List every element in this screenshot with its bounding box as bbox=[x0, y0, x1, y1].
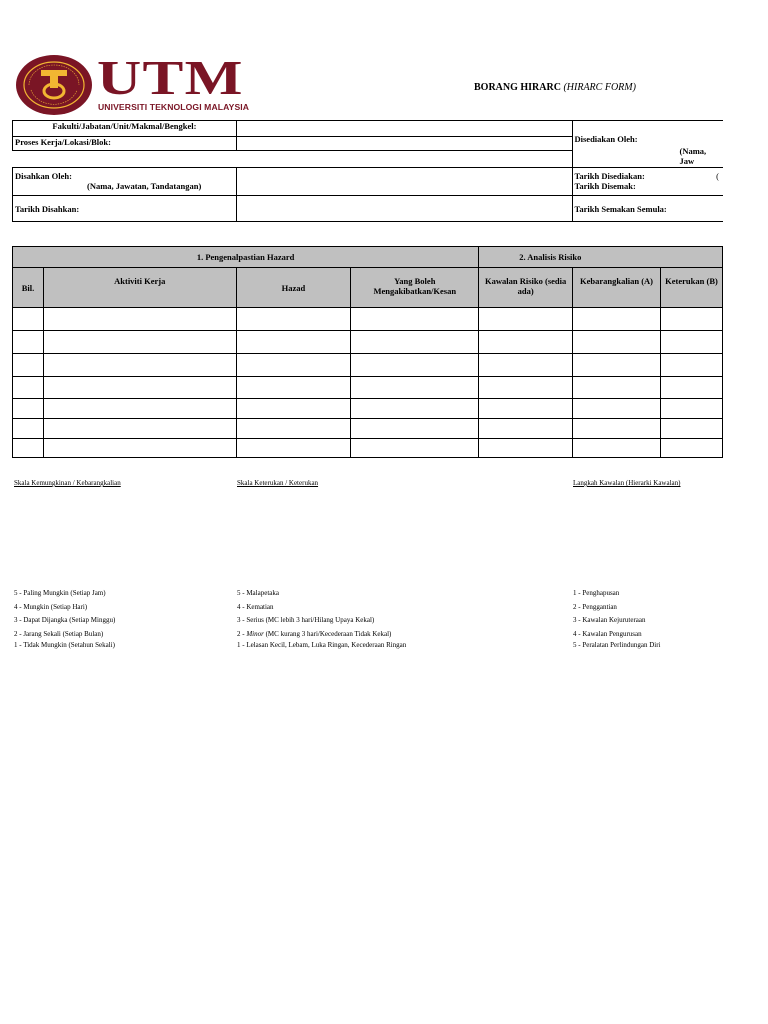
table-row bbox=[13, 439, 723, 458]
utm-wordmark: UTM bbox=[97, 50, 244, 105]
tarikh-semakan-label: Tarikh Semakan Semula: bbox=[572, 196, 723, 222]
list-item: 5 - Peralatan Perlindungan Diri bbox=[573, 640, 661, 649]
col-kebarangkalian: Kebarangkalian (A) bbox=[573, 268, 661, 308]
list-item: 3 - Dapat Dijangka (Setiap Minggu) bbox=[14, 616, 116, 624]
tarikh-disediakan-label: Tarikh Disediakan: bbox=[574, 171, 645, 181]
section-risk-heading: 2. Analisis Risiko bbox=[479, 247, 723, 268]
list-item: 5 - Malapetaka bbox=[237, 589, 279, 597]
disahkan-label: Disahkan Oleh: bbox=[15, 171, 72, 181]
disediakan-label: Disediakan Oleh: bbox=[574, 134, 638, 144]
tarikh-disahkan-label: Tarikh Disahkan: bbox=[13, 196, 237, 222]
form-title-sub: (HIRARC FORM) bbox=[563, 82, 636, 93]
list-item: 3 - Serius (MC lebih 3 hari/Hilang Upaya Kekal) bbox=[237, 616, 375, 624]
utm-subtitle: UNIVERSITI TEKNOLOGI MALAYSIA bbox=[98, 102, 250, 112]
kemungkinan-heading: Skala Kemungkinan / Kebarangkalian bbox=[14, 479, 121, 487]
utm-seal-logo bbox=[15, 54, 93, 116]
header-info-table bbox=[12, 120, 723, 222]
col-keterukan: Keterukan (B) bbox=[661, 268, 723, 308]
col-kesan: Yang Boleh Mengakibatkan/Kesan bbox=[351, 268, 479, 308]
list-item: 1 - Tidak Mungkin (Setahun Sekali) bbox=[14, 640, 115, 649]
list-item: 1 - Lelasan Kecil, Lebam, Luka Ringan, Kecederaan Ringan bbox=[237, 640, 407, 649]
list-item: 5 - Paling Mungkin (Setiap Jam) bbox=[14, 589, 106, 597]
keterukan-heading: Skala Keterukan / Keterukan bbox=[237, 479, 319, 487]
table-row bbox=[13, 331, 723, 354]
disediakan-cell[interactable] bbox=[572, 121, 723, 168]
kawalan-heading: Langkah Kawalan (Hierarki Kawalan) bbox=[573, 479, 681, 487]
disahkan-cell bbox=[13, 168, 237, 196]
kemungkinan-list bbox=[14, 589, 115, 650]
tarikh-disediakan-note: ( bbox=[716, 171, 719, 181]
fakulti-field[interactable] bbox=[236, 121, 572, 137]
table-row bbox=[13, 308, 723, 331]
list-item: 1 - Penghapusan bbox=[573, 589, 620, 597]
hirarc-table bbox=[12, 246, 723, 458]
table-row bbox=[13, 399, 723, 419]
form-title bbox=[474, 82, 636, 93]
keterukan-list bbox=[237, 589, 406, 650]
list-item: 4 - Mungkin (Setiap Hari) bbox=[14, 602, 88, 611]
tarikh-disediakan-cell[interactable] bbox=[572, 168, 723, 196]
list-item-minor: 2 - Minor (MC kurang 3 hari/Kecederaan Tidak Kekal) bbox=[237, 629, 392, 638]
list-item: 3 - Kawalan Kejuruteraan bbox=[573, 616, 646, 624]
col-aktiviti: Aktiviti Kerja bbox=[43, 268, 236, 308]
fakulti-label: Fakulti/Jabatan/Unit/Makmal/Bengkel: bbox=[13, 121, 237, 137]
disediakan-note: (Nama, Jaw bbox=[679, 146, 707, 166]
list-item: 4 - Kematian bbox=[237, 602, 274, 611]
proses-label: Proses Kerja/Lokasi/Blok: bbox=[13, 137, 237, 151]
list-item: 2 - Penggantian bbox=[573, 602, 617, 611]
tarikh-disemak-label: Tarikh Disemak: bbox=[574, 181, 636, 191]
disahkan-note: (Nama, Jawatan, Tandatangan) bbox=[87, 181, 202, 191]
list-item: 2 - Jarang Sekali (Setiap Bulan) bbox=[14, 629, 104, 638]
col-hazard: Hazad bbox=[236, 268, 351, 308]
col-kawalan: Kawalan Risiko (sedia ada) bbox=[479, 268, 573, 308]
section-hazard-heading: 1. Pengenalpastian Hazard bbox=[13, 247, 479, 268]
list-item: 4 - Kawalan Pengurusan bbox=[573, 629, 642, 638]
col-bil: Bil. bbox=[13, 268, 44, 308]
kawalan-list bbox=[573, 589, 660, 650]
table-row bbox=[13, 419, 723, 439]
table-row bbox=[13, 377, 723, 399]
proses-field[interactable] bbox=[236, 137, 572, 151]
form-title-main: BORANG HIRARC bbox=[474, 82, 561, 93]
tarikh-disahkan-field[interactable] bbox=[236, 196, 572, 222]
table-row bbox=[13, 354, 723, 377]
disahkan-field[interactable] bbox=[236, 168, 572, 196]
